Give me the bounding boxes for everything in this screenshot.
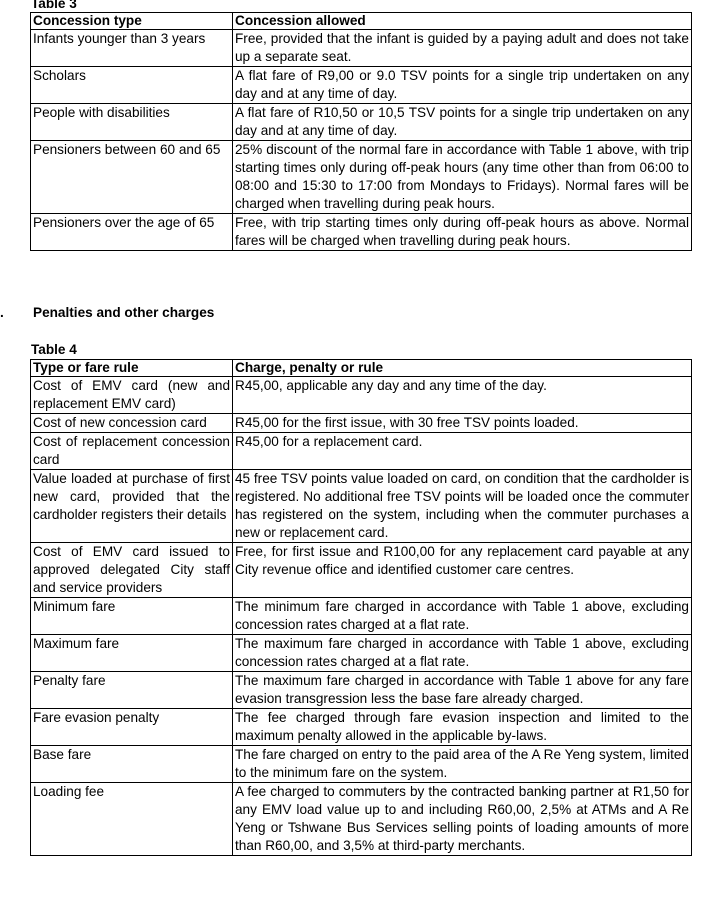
concession-table-body <box>31 30 692 251</box>
table-row <box>31 470 692 543</box>
row-value-cell: Free, provided that the infant is guided by a paying adult and does not take up a separate seat. <box>233 30 692 67</box>
row-value-cell: Free, for first issue and R100,00 for any replacement card payable at any City revenue office and identified customer care centres. <box>233 543 692 598</box>
charges-table-body <box>31 377 692 856</box>
row-value-cell: 25% discount of the normal fare in accordance with Table 1 above, with trip starting times only during off-peak hours (any time other than from 06:00 to 08:00 and 15:30 to 17:00 from Mondays to Fridays). Normal fares will be charged when travelling during peak hours. <box>233 141 692 214</box>
row-value-cell: R45,00, applicable any day and any time of the day. <box>233 377 692 414</box>
row-label-cell: Pensioners between 60 and 65 <box>31 141 233 214</box>
table-row <box>31 141 692 214</box>
row-value-cell: The fare charged on entry to the paid area of the A Re Yeng system, limited to the minimum fare on the system. <box>233 746 692 783</box>
concession-table <box>30 12 692 251</box>
table-4-caption: Table 4 <box>31 342 77 357</box>
table-row <box>31 543 692 598</box>
row-label-cell: Cost of EMV card (new and replacement EMV card) <box>31 377 233 414</box>
row-value-cell: 45 free TSV points value loaded on card, on condition that the cardholder is registered. No additional free TSV points will be loaded once the commuter has registered on the system, including when the commuter purchases a new or replacement card. <box>233 470 692 543</box>
row-label-cell: Infants younger than 3 years <box>31 30 233 67</box>
row-label-cell: Base fare <box>31 746 233 783</box>
row-label-cell: Value loaded at purchase of first new card, provided that the cardholder registers their details <box>31 470 233 543</box>
table-row <box>31 598 692 635</box>
table-3-caption: Table 3 <box>31 0 77 11</box>
column-header-charge-penalty-or-rule: Charge, penalty or rule <box>233 360 692 377</box>
row-value-cell: R45,00 for the first issue, with 30 free TSV points loaded. <box>233 414 692 433</box>
section-number: . <box>0 305 4 320</box>
row-label-cell: Minimum fare <box>31 598 233 635</box>
row-value-cell: A flat fare of R10,50 or 10,5 TSV points for a single trip undertaken on any day and at any time of day. <box>233 104 692 141</box>
header-row <box>31 360 692 377</box>
row-label-cell: Pensioners over the age of 65 <box>31 214 233 251</box>
row-label-cell: Cost of replacement concession card <box>31 433 233 470</box>
row-value-cell: A flat fare of R9,00 or 9.0 TSV points for a single trip undertaken on any day and at any time of day. <box>233 67 692 104</box>
row-value-cell: The fee charged through fare evasion inspection and limited to the maximum penalty allowed in the applicable by-laws. <box>233 709 692 746</box>
table-row <box>31 746 692 783</box>
row-label-cell: Scholars <box>31 67 233 104</box>
table-row <box>31 104 692 141</box>
table-row <box>31 67 692 104</box>
column-header-concession-allowed: Concession allowed <box>233 13 692 30</box>
row-value-cell: Free, with trip starting times only during off-peak hours as above. Normal fares will be charged when travelling during peak hours. <box>233 214 692 251</box>
table-row <box>31 783 692 856</box>
charges-table-header <box>31 360 692 377</box>
charges-table <box>30 359 692 856</box>
table-row <box>31 30 692 67</box>
header-row <box>31 13 692 30</box>
row-label-cell: Loading fee <box>31 783 233 856</box>
table-row <box>31 635 692 672</box>
row-label-cell: Penalty fare <box>31 672 233 709</box>
column-header-type-or-fare-rule: Type or fare rule <box>31 360 233 377</box>
row-label-cell: Maximum fare <box>31 635 233 672</box>
row-value-cell: The minimum fare charged in accordance with Table 1 above, excluding concession rates charged at a flat rate. <box>233 598 692 635</box>
row-value-cell: A fee charged to commuters by the contracted banking partner at R1,50 for any EMV load value up to and including R60,00, 2,5% at ATMs and A Re Yeng or Tshwane Bus Services selling points of loading amounts of more than R60,00, and 3,5% at third-party merchants. <box>233 783 692 856</box>
table-row <box>31 433 692 470</box>
concession-table-header <box>31 13 692 30</box>
row-value-cell: R45,00 for a replacement card. <box>233 433 692 470</box>
table-row <box>31 214 692 251</box>
row-label-cell: Cost of new concession card <box>31 414 233 433</box>
table-row <box>31 672 692 709</box>
section-title: Penalties and other charges <box>33 305 215 320</box>
row-label-cell: People with disabilities <box>31 104 233 141</box>
column-header-concession-type: Concession type <box>31 13 233 30</box>
table-row <box>31 377 692 414</box>
row-value-cell: The maximum fare charged in accordance with Table 1 above for any fare evasion transgression less the base fare already charged. <box>233 672 692 709</box>
table-row <box>31 414 692 433</box>
row-label-cell: Fare evasion penalty <box>31 709 233 746</box>
row-label-cell: Cost of EMV card issued to approved delegated City staff and service providers <box>31 543 233 598</box>
table-row <box>31 709 692 746</box>
row-value-cell: The maximum fare charged in accordance with Table 1 above, excluding concession rates charged at a flat rate. <box>233 635 692 672</box>
